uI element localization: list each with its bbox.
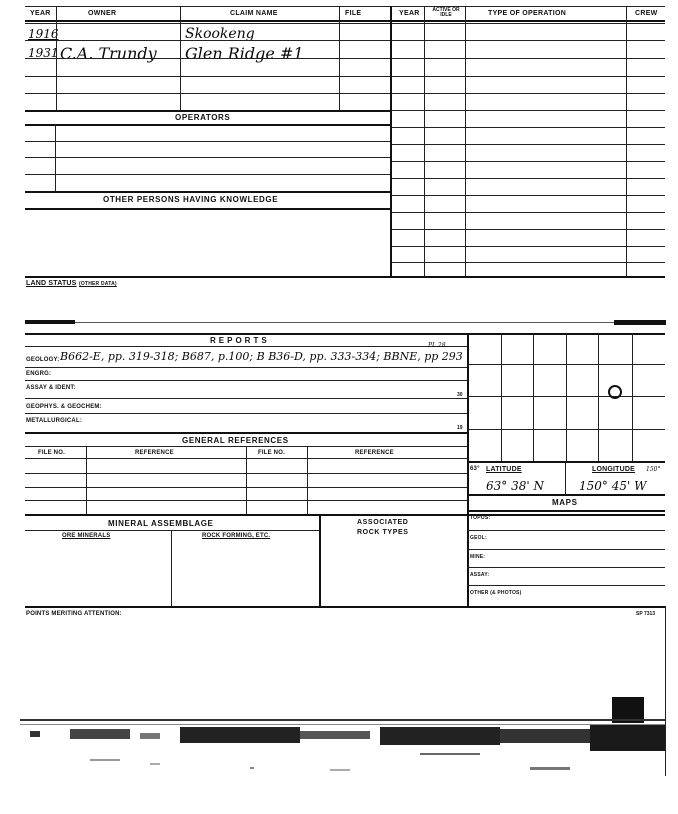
genref-reference-header-1: REFERENCE xyxy=(135,450,174,456)
longitude-label: LONGITUDE xyxy=(592,466,636,473)
geology-value: B662-E, pp. 319-318; B687, p.100; B B36-D, pp. 333-334; BBNE, pp 293 xyxy=(60,350,463,363)
row2-year: 1931 xyxy=(28,46,59,60)
rock-types-header: ROCK TYPES xyxy=(357,529,409,536)
col-owner-header: OWNER xyxy=(88,10,117,17)
genref-fileno-header-1: FILE NO. xyxy=(38,450,65,456)
col-year-header: YEAR xyxy=(30,10,51,17)
col-active-idle-header: ACTIVE OR IDLE xyxy=(432,7,460,18)
operators-title: OPERATORS xyxy=(175,113,231,122)
scan-noise-band xyxy=(0,715,678,785)
other-persons-title: OTHER PERSONS HAVING KNOWLEDGE xyxy=(103,195,279,204)
lon-suffix: 150° xyxy=(646,466,661,473)
reports-title: REPORTS xyxy=(210,336,270,345)
row1-year: 1916 xyxy=(28,27,59,41)
col-year2-header: YEAR xyxy=(399,10,420,17)
maps-assay-label: ASSAY: xyxy=(470,572,490,578)
geophys-label: GEOPHYS. & GEOCHEM: xyxy=(26,404,102,410)
land-status-sublabel: (OTHER DATA) xyxy=(79,281,117,287)
mineral-assemblage-title: MINERAL ASSEMBLAGE xyxy=(108,519,214,528)
metallurgical-number: 19 xyxy=(457,425,463,431)
lat-prefix: 63° xyxy=(470,466,480,472)
genref-fileno-header-2: FILE NO. xyxy=(258,450,285,456)
form-number: SP 7313 xyxy=(636,611,656,617)
maps-other-label: OTHER (& PHOTOS) xyxy=(470,590,522,596)
row2-owner: C.A. Trundy xyxy=(60,44,157,63)
maps-mine-label: MINE: xyxy=(470,554,486,560)
maps-topos-label: TOPOS: xyxy=(470,515,491,521)
land-status-label: LAND STATUS xyxy=(26,280,77,287)
col-crew-header: CREW xyxy=(635,10,658,17)
points-meriting-label: POINTS MERITING ATTENTION: xyxy=(26,611,122,617)
row2-claim-name: Glen Ridge #1 xyxy=(185,44,304,63)
engrg-label: ENGRG: xyxy=(26,371,52,377)
assay-number: 30 xyxy=(457,392,463,398)
ore-minerals-header: ORE MINERALS xyxy=(62,533,111,539)
metallurgical-label: METALLURGICAL: xyxy=(26,418,83,424)
location-marker-circle xyxy=(608,385,622,399)
assay-label: ASSAY & IDENT: xyxy=(26,385,76,391)
col-file-header: FILE xyxy=(345,10,362,17)
rock-forming-header: ROCK FORMING, ETC. xyxy=(202,533,271,539)
latitude-label: LATITUDE xyxy=(486,466,522,473)
associated-header: ASSOCIATED xyxy=(357,519,409,526)
latitude-value: 63° 38' N xyxy=(486,479,544,493)
geology-label: GEOLOGY: xyxy=(26,357,60,363)
maps-geol-label: GEOL: xyxy=(470,535,487,541)
row1-claim-name: Skookeng xyxy=(185,26,255,42)
geology-note: PL 28 xyxy=(428,342,446,349)
genref-reference-header-2: REFERENCE xyxy=(355,450,394,456)
maps-title: MAPS xyxy=(552,498,578,507)
col-claim-name-header: CLAIM NAME xyxy=(230,10,278,17)
general-references-title: GENERAL REFERENCES xyxy=(182,436,289,445)
col-type-operation-header: TYPE OF OPERATION xyxy=(488,10,567,17)
longitude-value: 150° 45' W xyxy=(579,479,647,493)
